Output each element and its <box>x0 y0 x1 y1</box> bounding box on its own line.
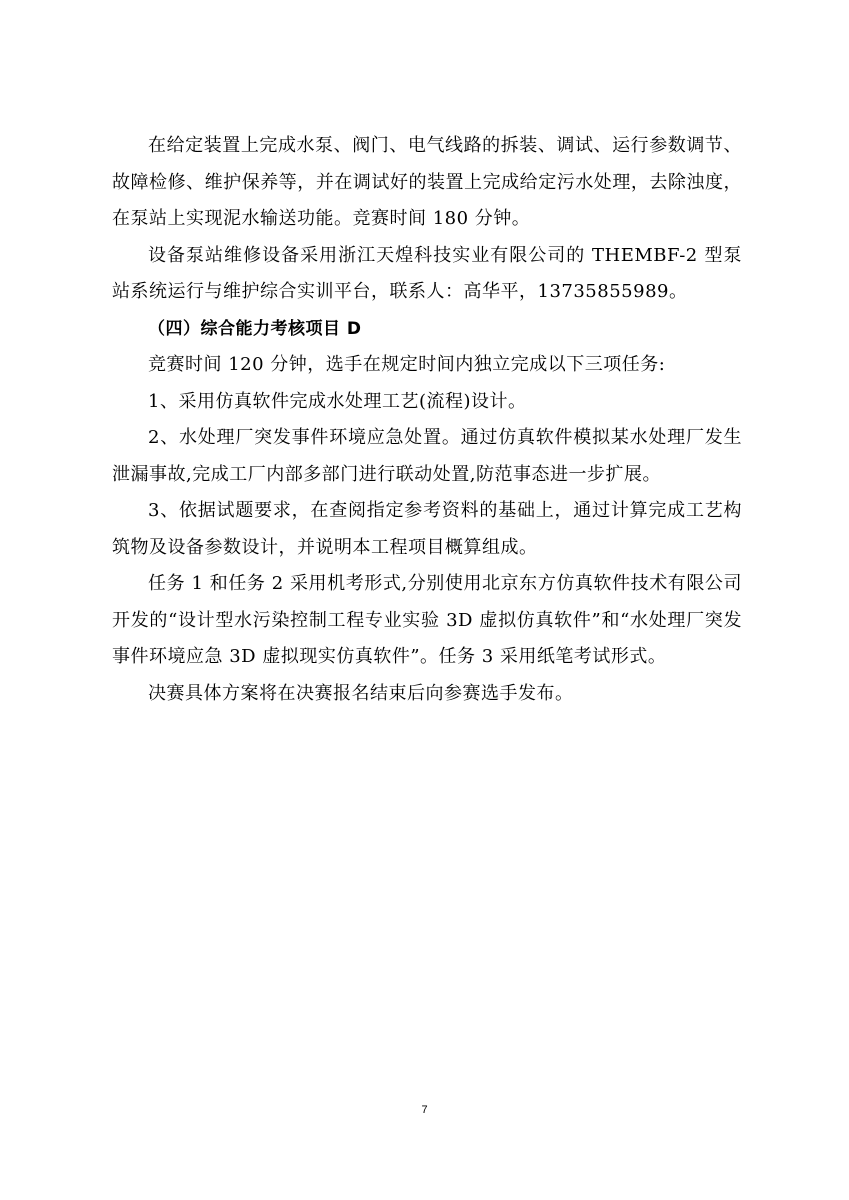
paragraph-competition-time: 竞赛时间 120 分钟，选手在规定时间内独立完成以下三项任务: <box>148 354 666 375</box>
list-item-task-1: 1、采用仿真软件完成水处理工艺(流程)设计。 <box>148 390 527 412</box>
section-heading-project-d: （四）综合能力考核项目 D <box>148 318 362 339</box>
list-item-task-2: 2、水处理厂突发事件环境应急处置。通过仿真软件模拟某水处理厂发生泄漏事故,完成工厂内部多部门进行联动处置,防范事态进一步扩展。 <box>112 427 742 485</box>
paragraph-equipment-contact: 设备泵站维修设备采用浙江天煌科技实业有限公司的 THEMBF-2 型泵站系统运行与维护综合实训平台，联系人：高华平，13735855989。 <box>112 244 742 302</box>
list-item-task-3: 3、依据试题要求，在查阅指定参考资料的基础上，通过计算完成工艺构筑物及设备参数设计，并说明本工程项目概算组成。 <box>112 500 742 558</box>
body-text <box>112 128 742 712</box>
page-number: 7 <box>421 1104 428 1116</box>
paragraph-exam-format: 任务 1 和任务 2 采用机考形式,分别使用北京东方仿真软件技术有限公司开发的“设计型水污染控制工程专业实验 3D 虚拟仿真软件”和“水处理厂突发事件环境应急 3D 虚拟现实仿真软件”。任务 3 采用纸笔考试形式。 <box>112 573 742 667</box>
paragraph-final-plan: 决赛具体方案将在决赛报名结束后向参赛选手发布。 <box>148 682 574 704</box>
paragraph-device-tasks: 在给定装置上完成水泵、阀门、电气线路的拆装、调试、运行参数调节、故障检修、维护保养等，并在调试好的装置上完成给定污水处理，去除浊度，在泵站上实现泥水输送功能。竞赛时间 180 分钟。 <box>112 135 742 229</box>
